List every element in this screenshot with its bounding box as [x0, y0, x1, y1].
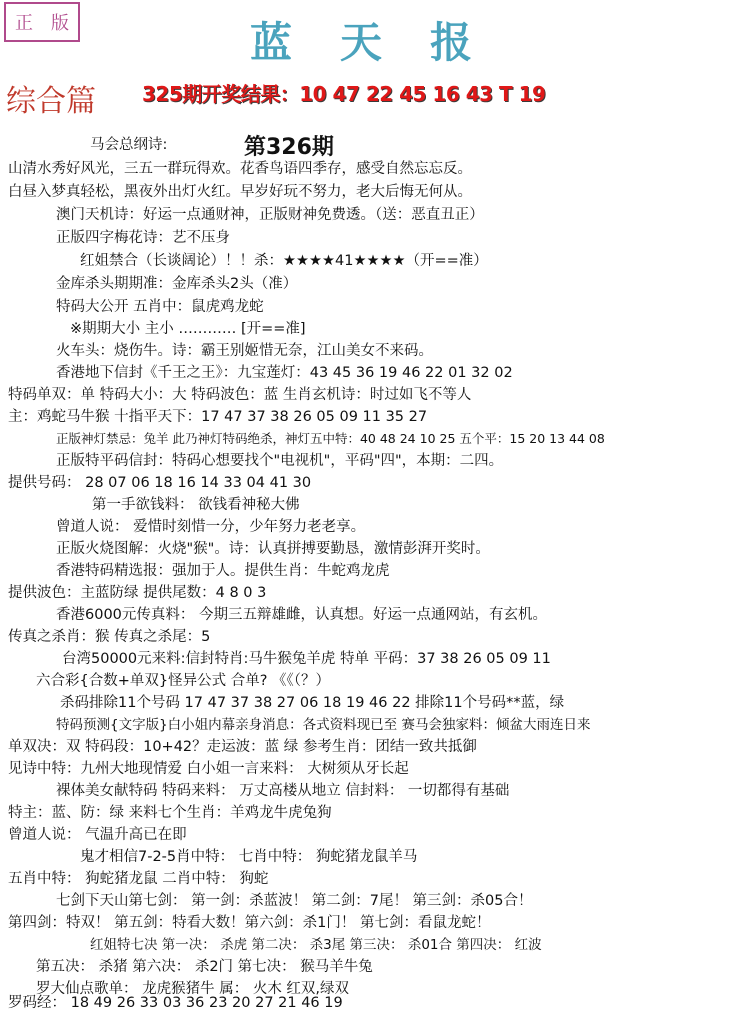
text-line: 五肖中特： 狗蛇猪龙鼠 二肖中特： 狗蛇	[8, 871, 269, 887]
text-line: 正版神灯禁忌：兔羊 此乃神灯特码绝杀，神灯五中特：40 48 24 10 25 五个平：15 20 13 44 08	[56, 431, 605, 446]
text-line: 特码预测{文字版}白小姐内幕亲身消息：各式资料现已至 赛马会独家料：倾盆大雨连日来	[56, 717, 591, 733]
issue-number: 第326期	[244, 135, 334, 160]
text-line: 曾道人说： 气温升高已在即	[8, 827, 187, 843]
text-line: 正版四字梅花诗：艺不压身	[56, 230, 230, 246]
text-line: 罗码经： 18 49 26 33 03 36 23 20 27 21 46 19	[8, 995, 343, 1011]
text-line: 单双决：双 特码段：10+42？走运波：蓝 绿 参考生肖：团结一致共抵御	[8, 739, 477, 755]
text-line: 山清水秀好风光，三五一群玩得欢。花香鸟语四季存，感受自然忘忘反。	[8, 161, 472, 177]
text-line: 金库杀头期期准：金库杀头2头（准）	[56, 276, 298, 292]
text-line: 见诗中特：九州大地现情爱 白小姐一言来料： 大树须从牙长起	[8, 761, 409, 777]
text-line: 主：鸡蛇马牛猴 十指平天下：17 47 37 38 26 05 09 11 35 27	[8, 409, 428, 425]
text-line: 火车头：烧伤牛。诗：霸王别姬惜无奈，江山美女不来码。	[56, 343, 433, 359]
section-title: 综合篇	[6, 84, 96, 119]
text-line: 特码大公开 五肖中：鼠虎鸡龙蛇	[56, 299, 264, 315]
text-line: 澳门天机诗：好运一点通财神，正版财神免费透。（送：恶直丑正）	[56, 207, 484, 223]
text-line: 裸体美女献特码 特码来料： 万丈高楼从地立 信封料： 一切都得有基础	[56, 783, 510, 799]
text-line: 七剑下天山第七剑： 第一剑：杀蓝波！ 第二剑：7尾！ 第三剑：杀05合！	[56, 893, 533, 909]
text-line: 马会总纲诗:	[90, 137, 168, 153]
text-line: 香港6000元传真料： 今期三五辩雄雌，认真想。好运一点通网站，有玄机。	[56, 607, 548, 623]
text-line: ※期期大小 主小 ………… [开==准]	[70, 321, 306, 337]
text-line: 第一手欲钱料： 欲钱看神秘大佛	[92, 497, 300, 513]
text-line: 提供波色：主蓝防绿 提供尾数：4 8 0 3	[8, 585, 267, 601]
text-line: 杀码排除11个号码 17 47 37 38 27 06 18 19 46 22 排除11个号码**蓝，绿	[60, 695, 565, 711]
text-line: 曾道人说： 爱惜时刻惜一分，少年努力老老享。	[56, 519, 366, 535]
text-line: 特码单双：单 特码大小：大 特码波色：蓝 生肖玄机诗：时过如飞不等人	[8, 387, 472, 403]
text-line: 台湾50000元来料:信封特肖:马牛猴兔羊虎 特单 平码：37 38 26 05 09 11	[62, 651, 551, 667]
text-line: 香港地下信封《千王之王》：九宝莲灯：43 45 36 19 46 22 01 32 02	[56, 365, 513, 381]
masthead-title: 蓝天报	[250, 18, 521, 67]
text-line: 香港特码精选报：强加于人。提供生肖：牛蛇鸡龙虎	[56, 563, 390, 579]
text-line: 第四剑：特双！ 第五剑：特看大数！第六剑：杀1门！ 第七剑：看鼠龙蛇！	[8, 915, 491, 931]
text-line: 白昼入梦真轻松，黑夜外出灯火红。早岁好玩不努力，老大后悔无何从。	[8, 184, 472, 200]
text-line: 红姐特七决 第一决： 杀虎 第二决： 杀3尾 第三决： 杀01合 第四决： 红波	[90, 937, 542, 953]
text-line: 红姐禁合（长谈阔论）！！杀：★★★★41★★★★（开==准）	[80, 253, 488, 269]
text-line: 鬼才相信7-2-5肖中特： 七肖中特： 狗蛇猪龙鼠羊马	[80, 849, 418, 865]
text-line: 正版特平码信封：特码心想要找个"电视机"，平码"四"，本期：二四。	[56, 453, 504, 469]
genuine-edition-badge	[4, 2, 80, 42]
draw-result-banner: 325期开奖结果：10 47 22 45 16 43 T 19	[142, 82, 546, 106]
text-line: 罗大仙点歌单： 龙虎猴猪牛 属： 火木 红双,绿双	[36, 981, 350, 997]
text-line: 传真之杀肖：猴 传真之杀尾：5	[8, 629, 211, 645]
text-line: 六合彩{合数+单双}怪异公式 合单? 《《（？）	[36, 673, 331, 689]
badge-char-left: 正	[15, 13, 33, 34]
text-line: 正版火烧图解：火烧"猴"。诗：认真拼搏要勤恳，激情彭湃开奖时。	[56, 541, 490, 557]
badge-char-right: 版	[51, 13, 69, 34]
text-line: 第五决： 杀猪 第六决： 杀2门 第七决： 猴马羊牛兔	[36, 959, 373, 975]
text-line: 特主：蓝、防：绿 来料七个生肖：羊鸡龙牛虎兔狗	[8, 805, 332, 821]
text-line: 提供号码： 28 07 06 18 16 14 33 04 41 30	[8, 475, 312, 491]
